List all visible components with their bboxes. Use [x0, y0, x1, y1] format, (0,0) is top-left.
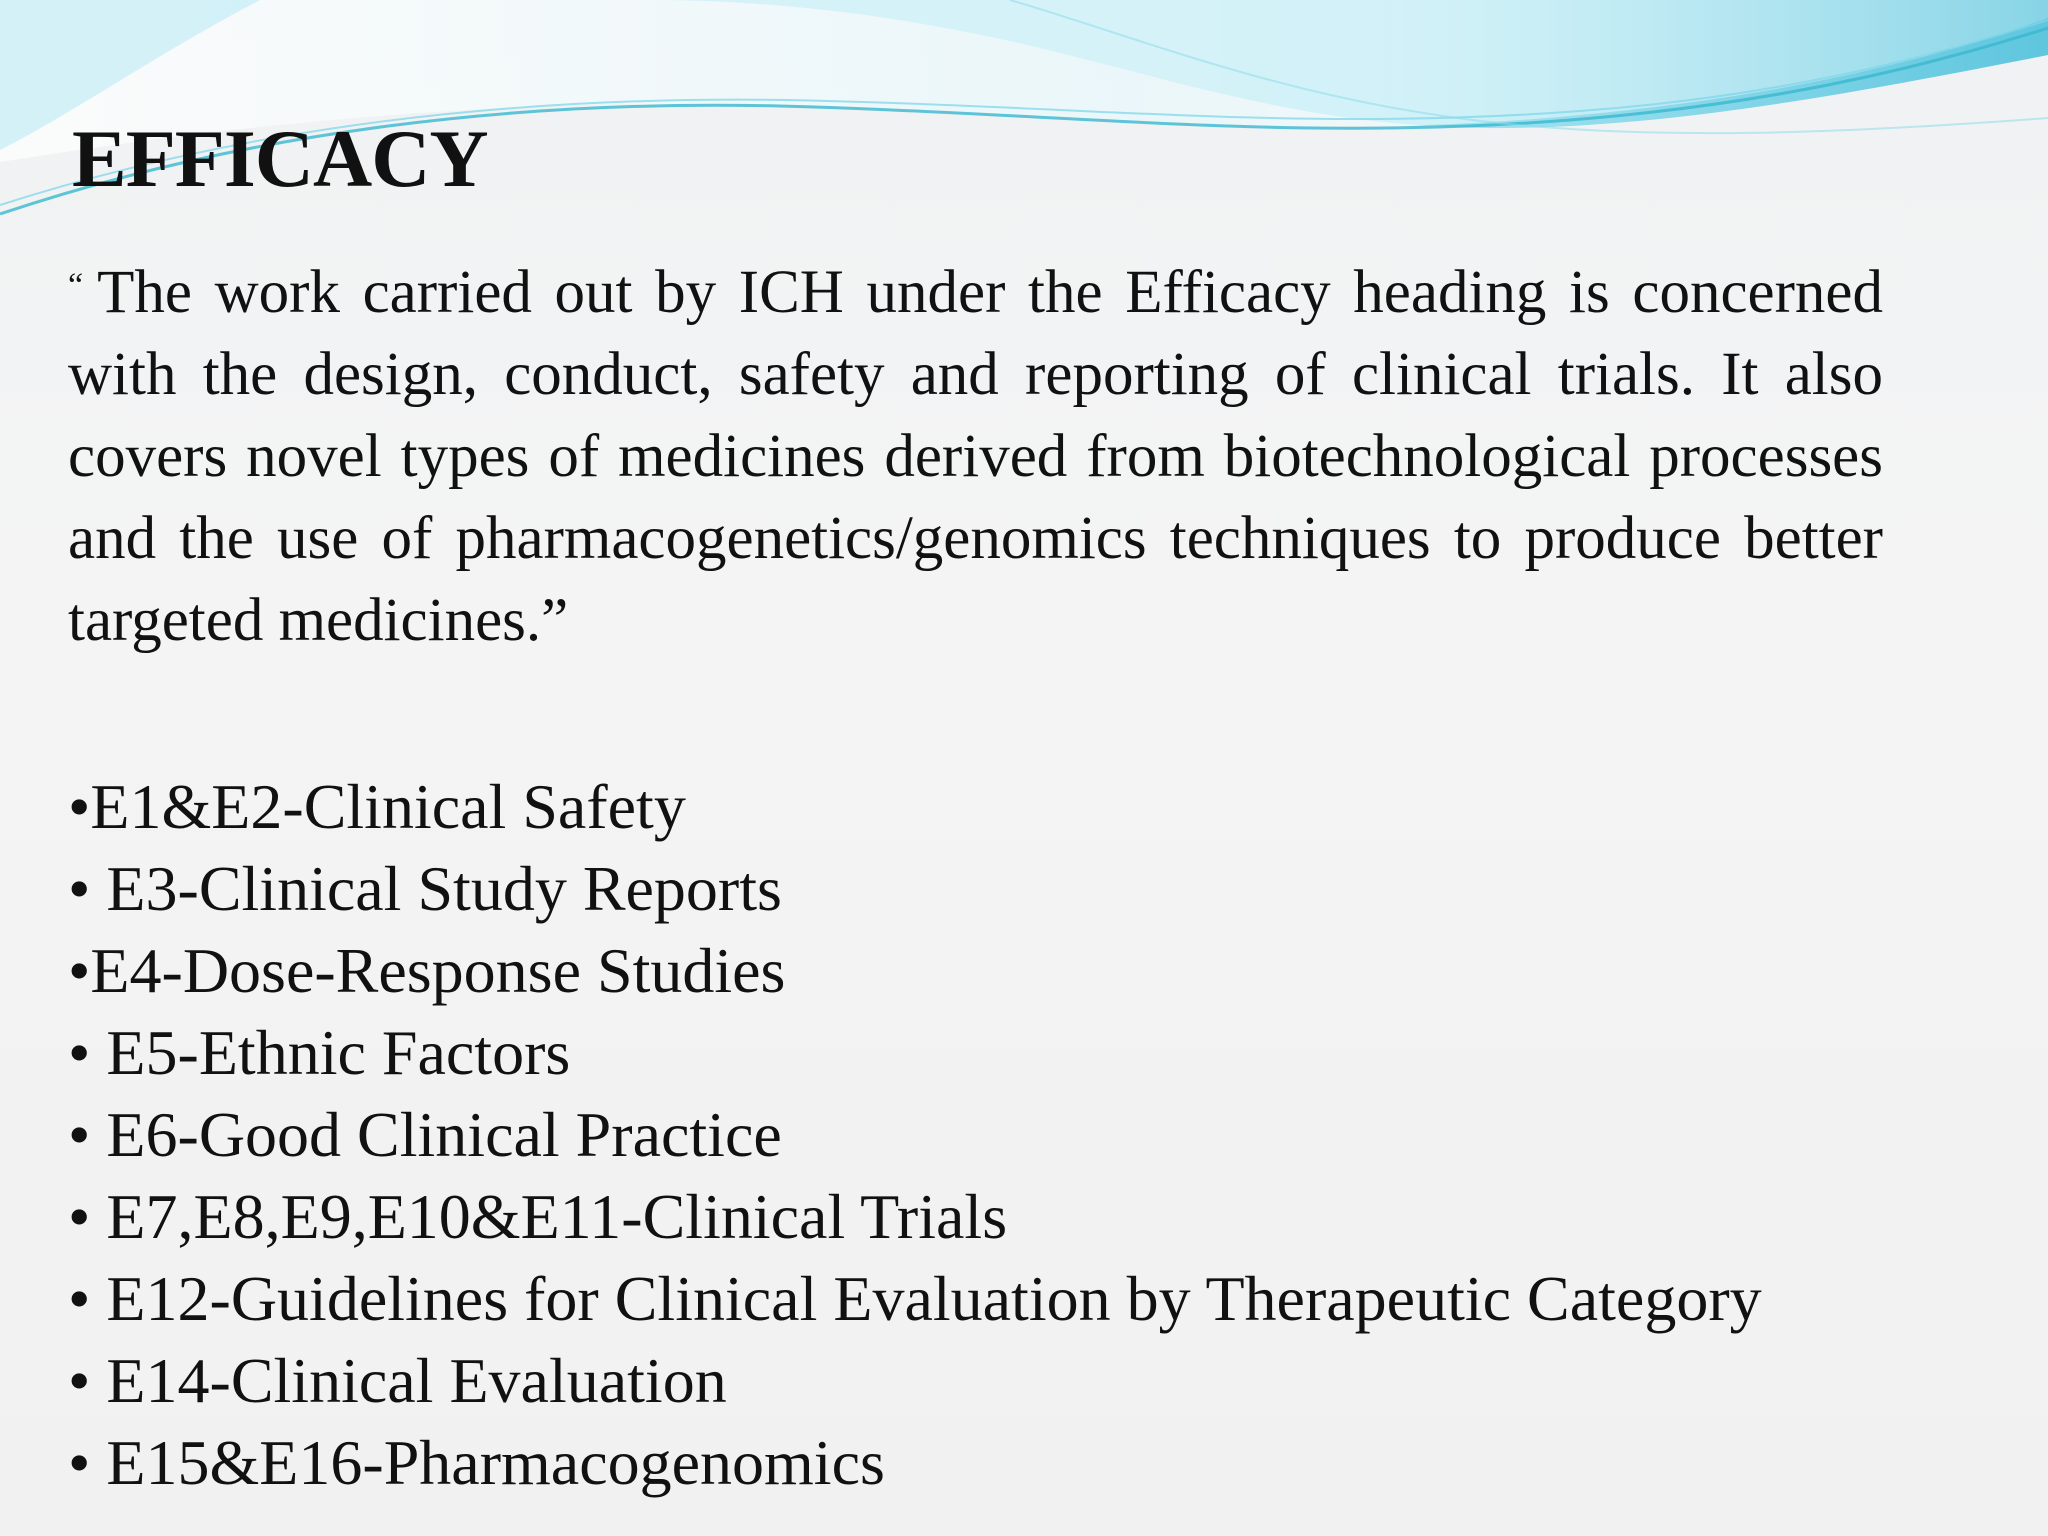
list-item: • E7,E8,E9,E10&E11-Clinical Trials: [68, 1181, 1008, 1252]
list-item: • E6-Good Clinical Practice: [68, 1099, 782, 1170]
list-item: • E14-Clinical Evaluation: [68, 1345, 727, 1416]
list-item: • E5-Ethnic Factors: [68, 1017, 571, 1088]
slide-title: EFFICACY: [72, 113, 488, 204]
list-item: •E4-Dose-Response Studies: [68, 935, 786, 1006]
efficacy-description: [68, 245, 1883, 662]
list-item: • E15&E16-Pharmacogenomics: [68, 1427, 885, 1498]
list-item: • E12-Guidelines for Clinical Evaluation by Therapeutic Category: [68, 1263, 1762, 1334]
description-text: The work carried out by ICH under the Efficacy heading is concerned with the design, conduct, safety and reporting of clinical trials. It also covers novel types of medicines derived from biotechnological processes and the use of pharmacogenetics/genomics techniques to produce better targeted medicines.”: [68, 259, 1883, 654]
guideline-list: [68, 766, 1998, 1504]
opening-quote-mark: “: [68, 267, 84, 304]
list-item: •E1&E2-Clinical Safety: [68, 771, 686, 842]
list-item: • E3-Clinical Study Reports: [68, 853, 782, 924]
